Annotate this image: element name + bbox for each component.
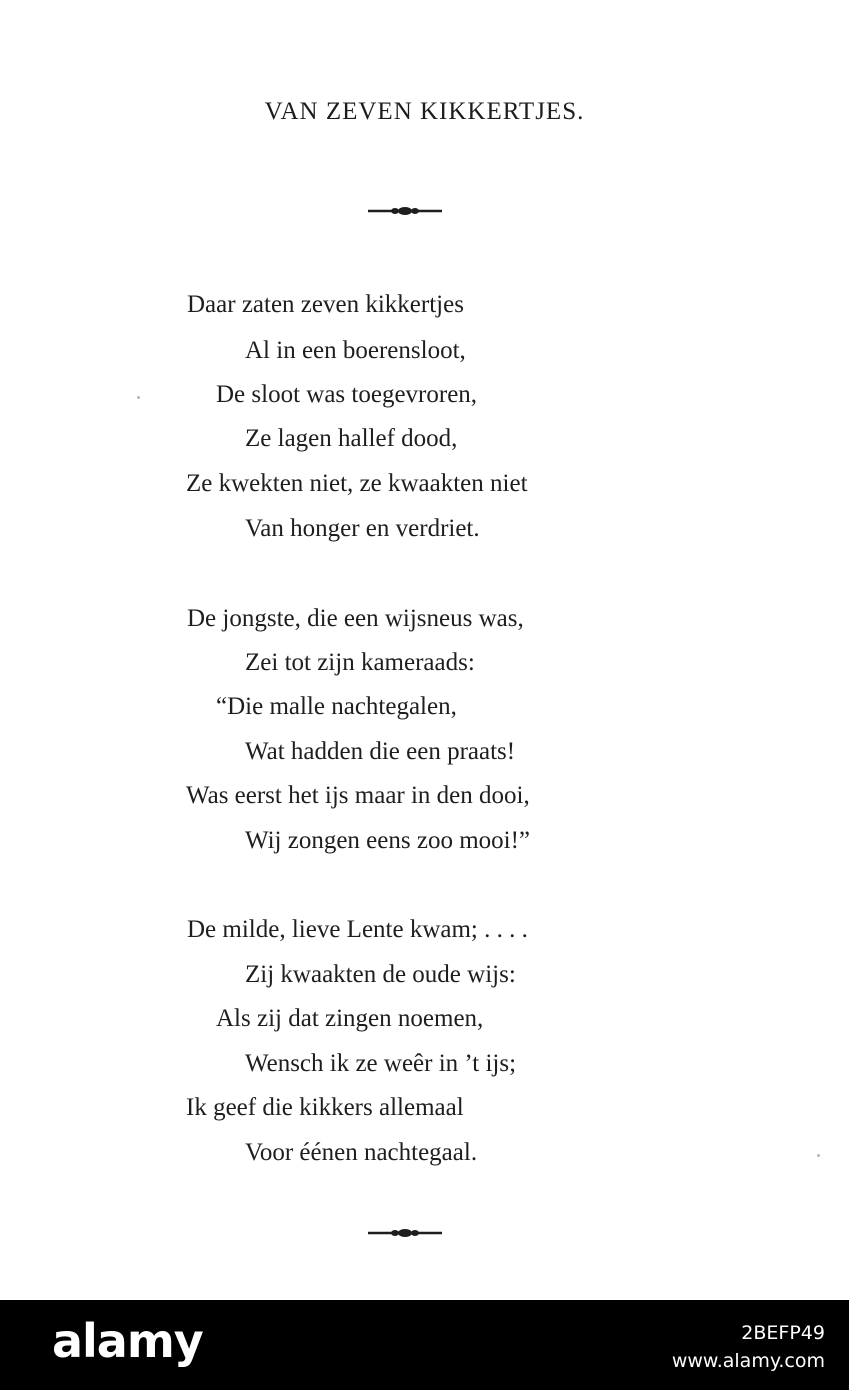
poem-line: Als zij dat zingen noemen,	[216, 1005, 484, 1032]
stock-url: www.alamy.com	[671, 1350, 825, 1372]
image-id: 2BEFP49	[741, 1322, 825, 1344]
poem-line: Zij kwaakten de oude wijs:	[245, 961, 516, 988]
alamy-logo: alamy	[52, 1314, 203, 1368]
paper-speck	[817, 1154, 820, 1157]
poem-line: Wij zongen eens zoo mooi!”	[245, 827, 531, 854]
ornament-divider-bottom	[366, 1227, 444, 1239]
poem-line: Daar zaten zeven kikkertjes	[187, 291, 464, 318]
poem-line: Wensch ik ze weêr in ’t ijs;	[245, 1050, 517, 1077]
watermark-banner	[0, 1300, 849, 1390]
poem-line: De sloot was toegevroren,	[216, 381, 478, 408]
poem-line: Van honger en verdriet.	[245, 515, 480, 542]
poem-line: Ze lagen hallef dood,	[245, 425, 458, 452]
poem-line: Wat hadden die een praats!	[245, 738, 516, 765]
poem-line: Ik geef die kikkers allemaal	[186, 1094, 464, 1121]
poem-line: De jongste, die een wijsneus was,	[187, 605, 524, 632]
poem-line: Ze kwekten niet, ze kwaakten niet	[186, 470, 528, 497]
paper-speck	[137, 396, 140, 399]
poem-line: Voor éénen nachtegaal.	[245, 1139, 478, 1166]
poem-line: “Die malle nachtegalen,	[216, 693, 457, 720]
poem-title: VAN ZEVEN KIKKERTJES.	[264, 98, 585, 125]
poem-line: De milde, lieve Lente kwam; . . . .	[187, 916, 528, 943]
poem-line: Al in een boerensloot,	[245, 337, 466, 364]
poem-line: Zei tot zijn kameraads:	[245, 649, 475, 676]
poem-line: Was eerst het ijs maar in den dooi,	[186, 782, 530, 809]
